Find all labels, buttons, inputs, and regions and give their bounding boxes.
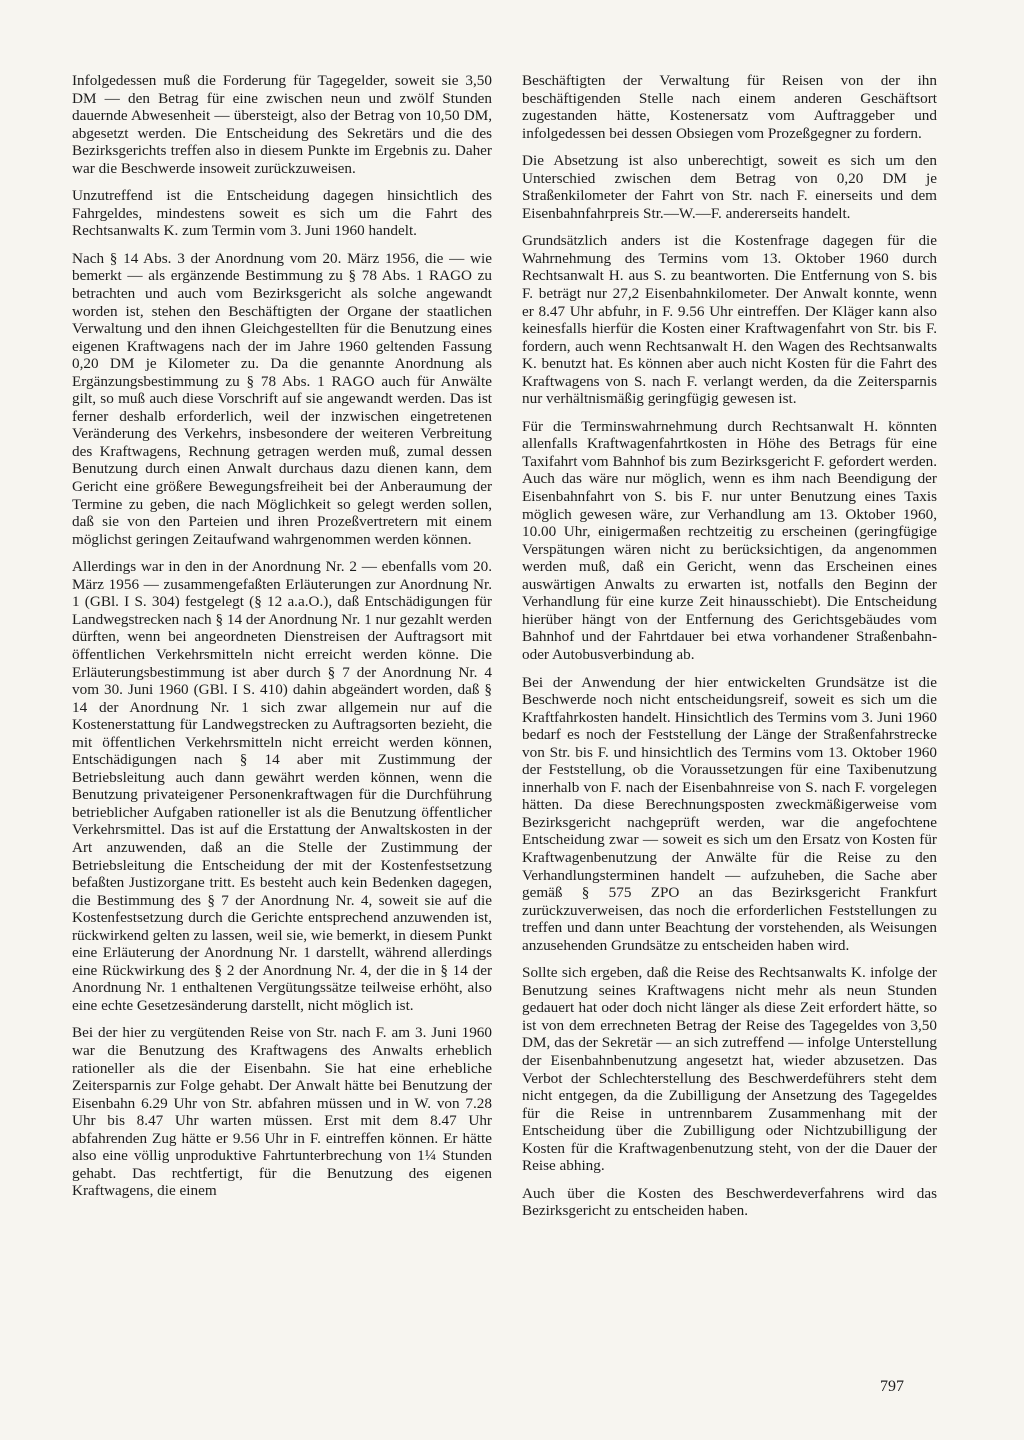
paragraph: Für die Terminswahrnehmung durch Rechtsanwalt H. könnten allenfalls Kraftwagenfahrtkosten in Höhe des Betrags für eine Taxifahrt vom Bahnhof bis zum Bezirksgericht F. gefordert werden. Auch das wäre nur möglich, wenn es ihm nach Beendigung der Eisenbahnfahrt von S. bis F. nur unter Benutzung eines Taxis möglich gewesen wäre, zur Verhandlung am 13. Oktober 1960, 10.00 Uhr, einigermaßen rechtzeitig zu erscheinen (geringfügige Verspätungen wären nicht zu berücksichtigen, da angenommen werden muß, daß ein Gericht, wenn das Erscheinen eines auswärtigen Anwalts zu erwarten ist, notfalls den Beginn der Verhandlung für eine kurze Zeit hinausschiebt). Die Entscheidung hierüber hängt von der Entfernung des Gerichtsgebäudes vom Bahnhof und der Fahrtdauer bei etwa vorhandener Straßenbahn- oder Autobusverbindung ab. [522, 417, 937, 663]
paragraph: Sollte sich ergeben, daß die Reise des Rechtsanwalts K. infolge der Benutzung seines Kraftwagens nicht mehr als neun Stunden gedauert hat oder doch nicht länger als diese Zeit erfordert hätte, so ist von dem errechneten Betrag der Reise des Tagegeldes von 3,50 DM, das der Sekretär — an sich zutreffend — infolge Unterstellung der Eisenbahnbenutzung angesetzt hat, wieder abzusetzen. Das Verbot der Schlechterstellung des Beschwerdeführers steht dem nicht entgegen, da die Zubilligung der Ansetzung des Tagegeldes für die Reise in untrennbarem Zusammenhang mit der Entscheidung über die Zubilligung oder Nichtzubilligung der Kosten für die Kraftwagenbenutzung steht, von der die Dauer der Reise abhing. [522, 964, 937, 1175]
paragraph: Bei der hier zu vergütenden Reise von Str. nach F. am 3. Juni 1960 war die Benutzung des Kraftwagens des Anwalts erheblich rationeller als die der Eisenbahn. Sie hat eine erhebliche Zeitersparnis zur Folge gehabt. Der Anwalt hätte bei Benutzung der Eisenbahn 6.29 Uhr von Str. abfahren müssen und in W. von 7.28 Uhr bis 8.47 Uhr warten müssen. Erst mit dem 8.47 Uhr abfahrenden Zug hätte er 9.56 Uhr in F. eintreffen können. Er hätte also eine völlig unproduktive Fahrtunterbrechung von 1¼ Stunden gehabt. Das rechtfertigt, für die Benutzung des eigenen Kraftwagens, die einem [72, 1024, 492, 1200]
paragraph: Die Absetzung ist also unberechtigt, soweit es sich um den Unterschied zwischen dem Betrag von 0,20 DM je Straßenkilometer der Fahrt von Str. nach F. einerseits und dem Eisenbahnfahrpreis Str.—W.—F. andererseits handelt. [522, 152, 937, 222]
paragraph: Grundsätzlich anders ist die Kostenfrage dagegen für die Wahrnehmung des Termins vom 13. Oktober 1960 durch Rechtsanwalt H. aus S. zu beantworten. Die Entfernung von S. bis F. beträgt nur 27,2 Eisenbahnkilometer. Der Anwalt konnte, wenn er 8.47 Uhr abfuhr, in F. 9.56 Uhr eintreffen. Der Kläger kann also keinesfalls hierfür die Kosten einer Kraftwagenfahrt von Str. bis F. fordern, auch wenn Rechtsanwalt H. den Wagen des Rechtsanwalts K. benutzt hat. Es können aber auch nicht Kosten für die Fahrt des Kraftwagens von S. nach F. verlangt werden, da die Zeitersparnis nur verhältnismäßig geringfügig gewesen ist. [522, 232, 937, 408]
right-column [522, 72, 937, 1230]
paragraph: Nach § 14 Abs. 3 der Anordnung vom 20. März 1956, die — wie bemerkt — als ergänzende Bestimmung zu § 78 Abs. 1 RAGO zu betrachten und auch vom Bezirksgericht als solche angewandt worden ist, stehen den Beschäftigten der Organe der staatlichen Verwaltung und den ihnen Gleichgestellten für die Benutzung eines eigenen Kraftwagens nach der im Jahre 1960 geltenden Fassung 0,20 DM je Kilometer zu. Da die genannte Anordnung als Ergänzungsbestimmung zu § 78 Abs. 1 RAGO auch für Anwälte gilt, so muß auch diese Vorschrift auf sie angewandt werden. Das ist ferner deshalb erforderlich, weil der inzwischen eingetretenen Veränderung des Verkehrs, insbesondere der weiteren Verbreitung des Kraftwagens, Rechnung getragen werden muß, zumal dessen Benutzung durch einen Anwalt durchaus dazu dienen kann, dem Gericht eine größere Bewegungsfreiheit bei der Anberaumung der Termine zu geben, die nach Möglichkeit so gelegt werden sollen, daß sie von den Parteien und ihren Prozeßvertretern mit einem möglichst geringen Zeitaufwand wahrgenommen werden können. [72, 249, 492, 548]
paragraph: Unzutreffend ist die Entscheidung dagegen hinsichtlich des Fahrgeldes, mindestens soweit es sich um die Fahrt des Rechtsanwalts K. zum Termin vom 3. Juni 1960 handelt. [72, 187, 492, 240]
paragraph: Bei der Anwendung der hier entwickelten Grundsätze ist die Beschwerde noch nicht entscheidungsreif, soweit es sich um die Kraftfahrkosten handelt. Hinsichtlich des Termins vom 3. Juni 1960 bedarf es noch der Feststellung der Länge der Straßenfahrstrecke von Str. bis F. und hinsichtlich des Termins vom 13. Oktober 1960 der Feststellung, ob die Voraussetzungen für eine Taxibenutzung innerhalb von F. nach der Eisenbahnreise von S. nach F. vorgelegen hätten. Da diese Berechnungsposten zweckmäßigerweise vom Bezirksgericht nachgeprüft werden, war die angefochtene Entscheidung zwar — soweit es sich um den Ersatz von Kosten für Kraftwagenbenutzung der Anwälte für die Reise zu den Verhandlungsterminen handelt — aufzuheben, die Sache aber gemäß § 575 ZPO an das Bezirksgericht Frankfurt zurückzuverweisen, das noch die erforderlichen Feststellungen zu treffen und dann unter Beachtung der vorstehenden, als Weisungen anzusehenden Grundsätze zu entscheiden haben wird. [522, 673, 937, 954]
paragraph: Infolgedessen muß die Forderung für Tagegelder, soweit sie 3,50 DM — den Betrag für eine zwischen neun und zwölf Stunden dauernde Abwesenheit — übersteigt, also der Betrag von 10,50 DM, abgesetzt werden. Die Entscheidung des Sekretärs und die des Bezirksgerichts treffen also in diesem Punkte im Ergebnis zu. Daher war die Beschwerde insoweit zurückzuweisen. [72, 72, 492, 177]
paragraph: Allerdings war in den in der Anordnung Nr. 2 — ebenfalls vom 20. März 1956 — zusammengefaßten Erläuterungen zur Anordnung Nr. 1 (GBl. I S. 304) festgelegt (§ 12 a.a.O.), daß Entschädigungen für Landwegstrecken nach § 14 der Anordnung Nr. 1 nur gezahlt werden dürften, wenn bei angeordneten Dienstreisen der Auftragsort mit öffentlichen Verkehrsmitteln nicht erreicht werden könne. Die Erläuterungsbestimmung ist aber durch § 7 der Anordnung Nr. 4 vom 30. Juni 1960 (GBl. I S. 410) dahin abgeändert worden, daß § 14 der Anordnung Nr. 1 sich zwar allgemein nur auf die Kostenerstattung für Landwegstrecken zu Auftragsorten bezieht, die mit öffentlichen Verkehrsmitteln nicht erreicht werden können, Entschädigungen nach § 14 aber mit Zustimmung der Betriebsleitung auch dann gewährt werden können, wenn die Benutzung privateigener Personenkraftwagen für die Durchführung betrieblicher Aufgaben rationeller ist als die Benutzung öffentlicher Verkehrsmittel. Das ist auf die Erstattung der Anwaltskosten in der Art anzuwenden, daß an die Stelle der Zustimmung der Betriebsleitung die Entscheidung der mit der Kostenfestsetzung befaßten Justizorgane tritt. Es besteht auch kein Bedenken dagegen, die Bestimmung des § 7 der Anordnung Nr. 4, soweit sie auf die Kostenfestsetzung durch die Gerichte entsprechend anzuwenden ist, rückwirkend gelten zu lassen, weil sie, wie bemerkt, in diesem Punkt eine Erläuterung der Anordnung Nr. 1 darstellt, während allerdings eine Rückwirkung des § 2 der Anordnung Nr. 4, der die in § 14 der Anordnung Nr. 1 enthaltenen Vergütungssätze teilweise erhöht, also eine echte Gesetzesänderung darstellt, nicht möglich ist. [72, 558, 492, 1014]
paragraph: Auch über die Kosten des Beschwerdeverfahrens wird das Bezirksgericht zu entscheiden haben. [522, 1184, 937, 1220]
paragraph: Beschäftigten der Verwaltung für Reisen von der ihn beschäftigenden Stelle nach einem anderen Geschäftsort zugestanden hätte, Kostenersatz vom Auftraggeber und infolgedessen bei dessen Obsiegen vom Prozeßgegner zu fordern. [522, 72, 937, 142]
left-column [72, 72, 492, 1210]
page-number: 797 [880, 1378, 904, 1395]
